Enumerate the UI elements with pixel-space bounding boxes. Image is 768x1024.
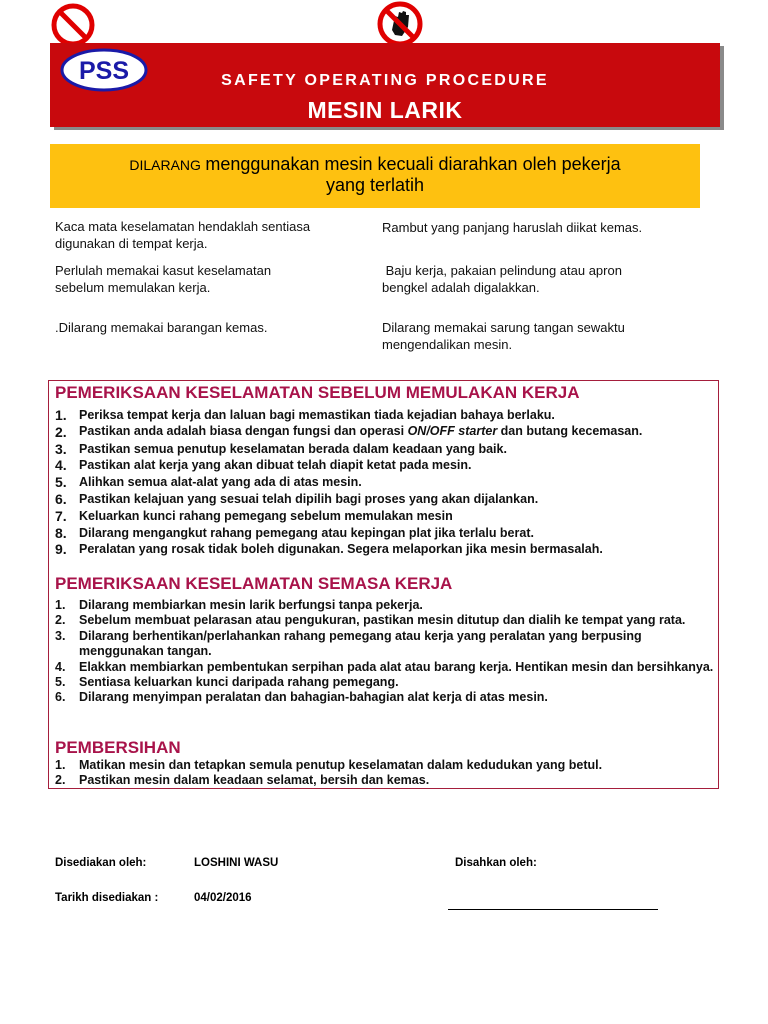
section-heading-before-work: PEMERIKSAAN KESELAMATAN SEBELUM MEMULAKAN KERJA bbox=[55, 383, 580, 402]
signature-line bbox=[448, 909, 658, 910]
no-gloves-prohibition-icon bbox=[375, 0, 425, 48]
prohibition-sign-icon bbox=[50, 2, 96, 48]
warning-banner bbox=[50, 144, 700, 208]
date-label: Tarikh disediakan : bbox=[55, 892, 159, 904]
warning-line-1: menggunakan mesin kecuali diarahkan oleh pekerja bbox=[205, 154, 621, 174]
ppe-rule-tie-hair: Rambut yang panjang haruslah diikat kemas. bbox=[382, 220, 643, 235]
ppe-rule-no-gloves: Dilarang memakai sarung tangan sewaktu mengendalikan mesin. bbox=[382, 320, 625, 352]
date-value: 04/02/2016 bbox=[194, 892, 252, 904]
list-item: 2. Pastikan anda adalah biasa dengan fungsi dan operasi ON/OFF starter dan butang kecemasan. bbox=[55, 423, 643, 440]
prepared-by-value: LOSHINI WASU bbox=[194, 857, 279, 869]
list-item: 7. Keluarkan kunci rahang pemegang sebelum memulakan mesin bbox=[55, 507, 453, 524]
list-item: 2. Sebelum membuat pelarasan atau pengukuran, pastikan mesin ditutup dan dialih ke tempat yang rata. bbox=[55, 613, 686, 628]
section-heading-cleaning: PEMBERSIHAN bbox=[55, 738, 181, 757]
pss-logo-text: PSS bbox=[78, 57, 130, 85]
ppe-rule-no-jewelry: .Dilarang memakai barangan kemas. bbox=[55, 320, 268, 335]
list-item: 9. Peralatan yang rosak tidak boleh digunakan. Segera melaporkan jika mesin bermasalah. bbox=[55, 541, 603, 558]
list-item: 1. Periksa tempat kerja dan laluan bagi memastikan tiada kejadian bahaya berlaku. bbox=[55, 407, 555, 423]
list-item: 2. Pastikan mesin dalam keadaan selamat, bersih dan kemas. bbox=[55, 773, 430, 788]
warning-line-2: yang terlatih bbox=[325, 175, 425, 195]
approved-by-label: Disahkan oleh: bbox=[455, 857, 537, 869]
prepared-by-label: Disediakan oleh: bbox=[55, 857, 147, 869]
ppe-rule-work-clothes: Baju kerja, pakaian pelindung atau apron bengkel adalah digalakkan. bbox=[382, 263, 622, 295]
list-item: 5. Sentiasa keluarkan kunci daripada rahang pemegang. bbox=[55, 675, 399, 690]
list-item: 4. Elakkan membiarkan pembentukan serpihan pada alat atau barang kerja. Hentikan mesin dan bersihkanya. bbox=[55, 659, 714, 674]
warning-prefix: DILARANG bbox=[129, 157, 201, 173]
list-item: 3. Dilarang berhentikan/perlahankan rahang pemegang atau kerja yang peralatan yang berpusing menggunakan tangan. bbox=[55, 628, 642, 659]
during-work-list bbox=[55, 598, 715, 706]
ppe-rule-safety-glasses: Kaca mata keselamatan hendaklah sentiasa digunakan di tempat kerja. bbox=[55, 219, 311, 251]
list-item: 1. Dilarang membiarkan mesin larik berfungsi tanpa pekerja. bbox=[55, 598, 423, 612]
cleaning-list bbox=[55, 758, 715, 789]
list-item: 3. Pastikan semua penutup keselamatan berada dalam keadaan yang baik. bbox=[55, 440, 507, 457]
list-item: 6. Dilarang menyimpan peralatan dan bahagian-bahagian alat kerja di atas mesin. bbox=[55, 690, 548, 705]
ppe-rule-safety-shoes: Perlulah memakai kasut keselamatan sebelum memulakan kerja. bbox=[55, 263, 272, 295]
list-item: 4. Pastikan alat kerja yang akan dibuat telah diapit ketat pada mesin. bbox=[55, 457, 472, 474]
list-item: 8. Dilarang mengangkut rahang pemegang atau kepingan plat jika terlalu berat. bbox=[55, 524, 534, 541]
list-item: 5. Alihkan semua alat-alat yang ada di atas mesin. bbox=[55, 474, 362, 491]
list-item: 6. Pastikan kelajuan yang sesuai telah dipilih bagi proses yang akan dijalankan. bbox=[55, 490, 539, 507]
machine-title: MESIN LARIK bbox=[307, 97, 463, 123]
section-heading-during-work: PEMERIKSAAN KESELAMATAN SEMASA KERJA bbox=[55, 574, 453, 593]
before-work-list bbox=[55, 407, 715, 558]
list-item: 1. Matikan mesin dan tetapkan semula penutup keselamatan dalam kedudukan yang betul. bbox=[55, 758, 603, 772]
sop-title: SAFETY OPERATING PROCEDURE bbox=[221, 72, 549, 89]
